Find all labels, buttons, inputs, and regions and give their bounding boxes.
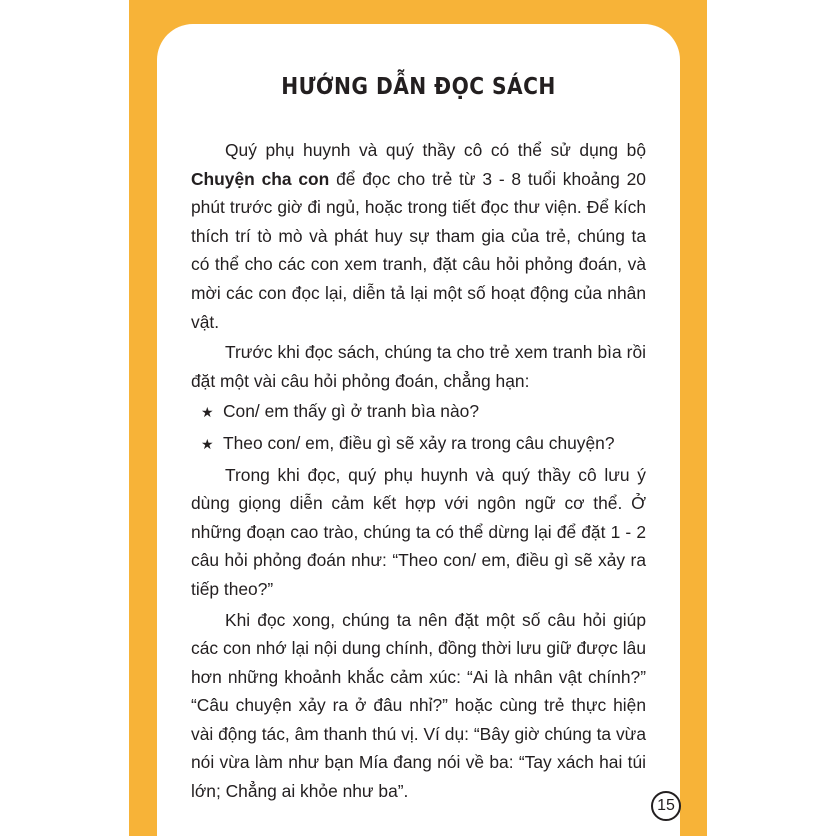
intro-paragraph: [191, 136, 646, 336]
before-reading-paragraph: Trước khi đọc sách, chúng ta cho trẻ xem tranh bìa rồi đặt một vài câu hỏi phỏng đoán, chẳng hạn:: [191, 342, 646, 391]
intro-text-end: để đọc cho trẻ từ 3 - 8 tuổi khoảng 20 phút trước giờ đi ngủ, hoặc trong tiết đọc thư viện. Để kích thích trí tò mò và phát huy sự tham gia của trẻ, chúng ta có thể cho các con xem tranh, đặt câu hỏi phỏng đoán, và mời các con đọc lại, diễn tả lại một số hoạt động của nhân vật.: [191, 168, 646, 332]
book-series-title: Chuyện cha con: [191, 168, 330, 189]
page-number-badge: 15: [651, 791, 681, 821]
question-text: Theo con/ em, điều gì sẽ xảy ra trong câu chuyện?: [223, 432, 615, 453]
star-bullet-icon: ★: [201, 404, 214, 421]
question-text: Con/ em thấy gì ở tranh bìa nào?: [223, 401, 479, 422]
star-bullet-icon: ★: [201, 435, 214, 452]
during-reading-paragraph: Trong khi đọc, quý phụ huynh và quý thầy cô lưu ý dùng giọng diễn cảm kết hợp với ngôn ngữ cơ thể. Ở những đoạn cao trào, chúng ta có thể dừng lại để đặt 1 - 2 câu hỏi phỏng đoán như: “Theo con/ em, điều gì sẽ xảy ra tiếp theo?”: [191, 464, 646, 599]
intro-text-start: Quý phụ huynh và quý thầy cô có thể sử dụng bộ: [225, 140, 646, 160]
content-card: [157, 24, 680, 836]
question-item: [191, 429, 646, 459]
page-title: HƯỚNG DẪN ĐỌC SÁCH: [281, 74, 556, 100]
question-item: [191, 397, 646, 427]
after-reading-paragraph: Khi đọc xong, chúng ta nên đặt một số câu hỏi giúp các con nhớ lại nội dung chính, đồng thời lưu giữ được lâu hơn những khoảnh khắc cảm xúc: “Ai là nhân vật chính?” “Câu chuyện xảy ra ở đâu nhỉ?” hoặc cùng trẻ thực hiện vài động tác, âm thanh thú vị. Ví dụ: “Bây giờ chúng ta vừa nói vừa làm như bạn Mía đang nói về ba: “Tay xách hai túi lớn; Chẳng ai khỏe như ba”.: [191, 609, 646, 802]
